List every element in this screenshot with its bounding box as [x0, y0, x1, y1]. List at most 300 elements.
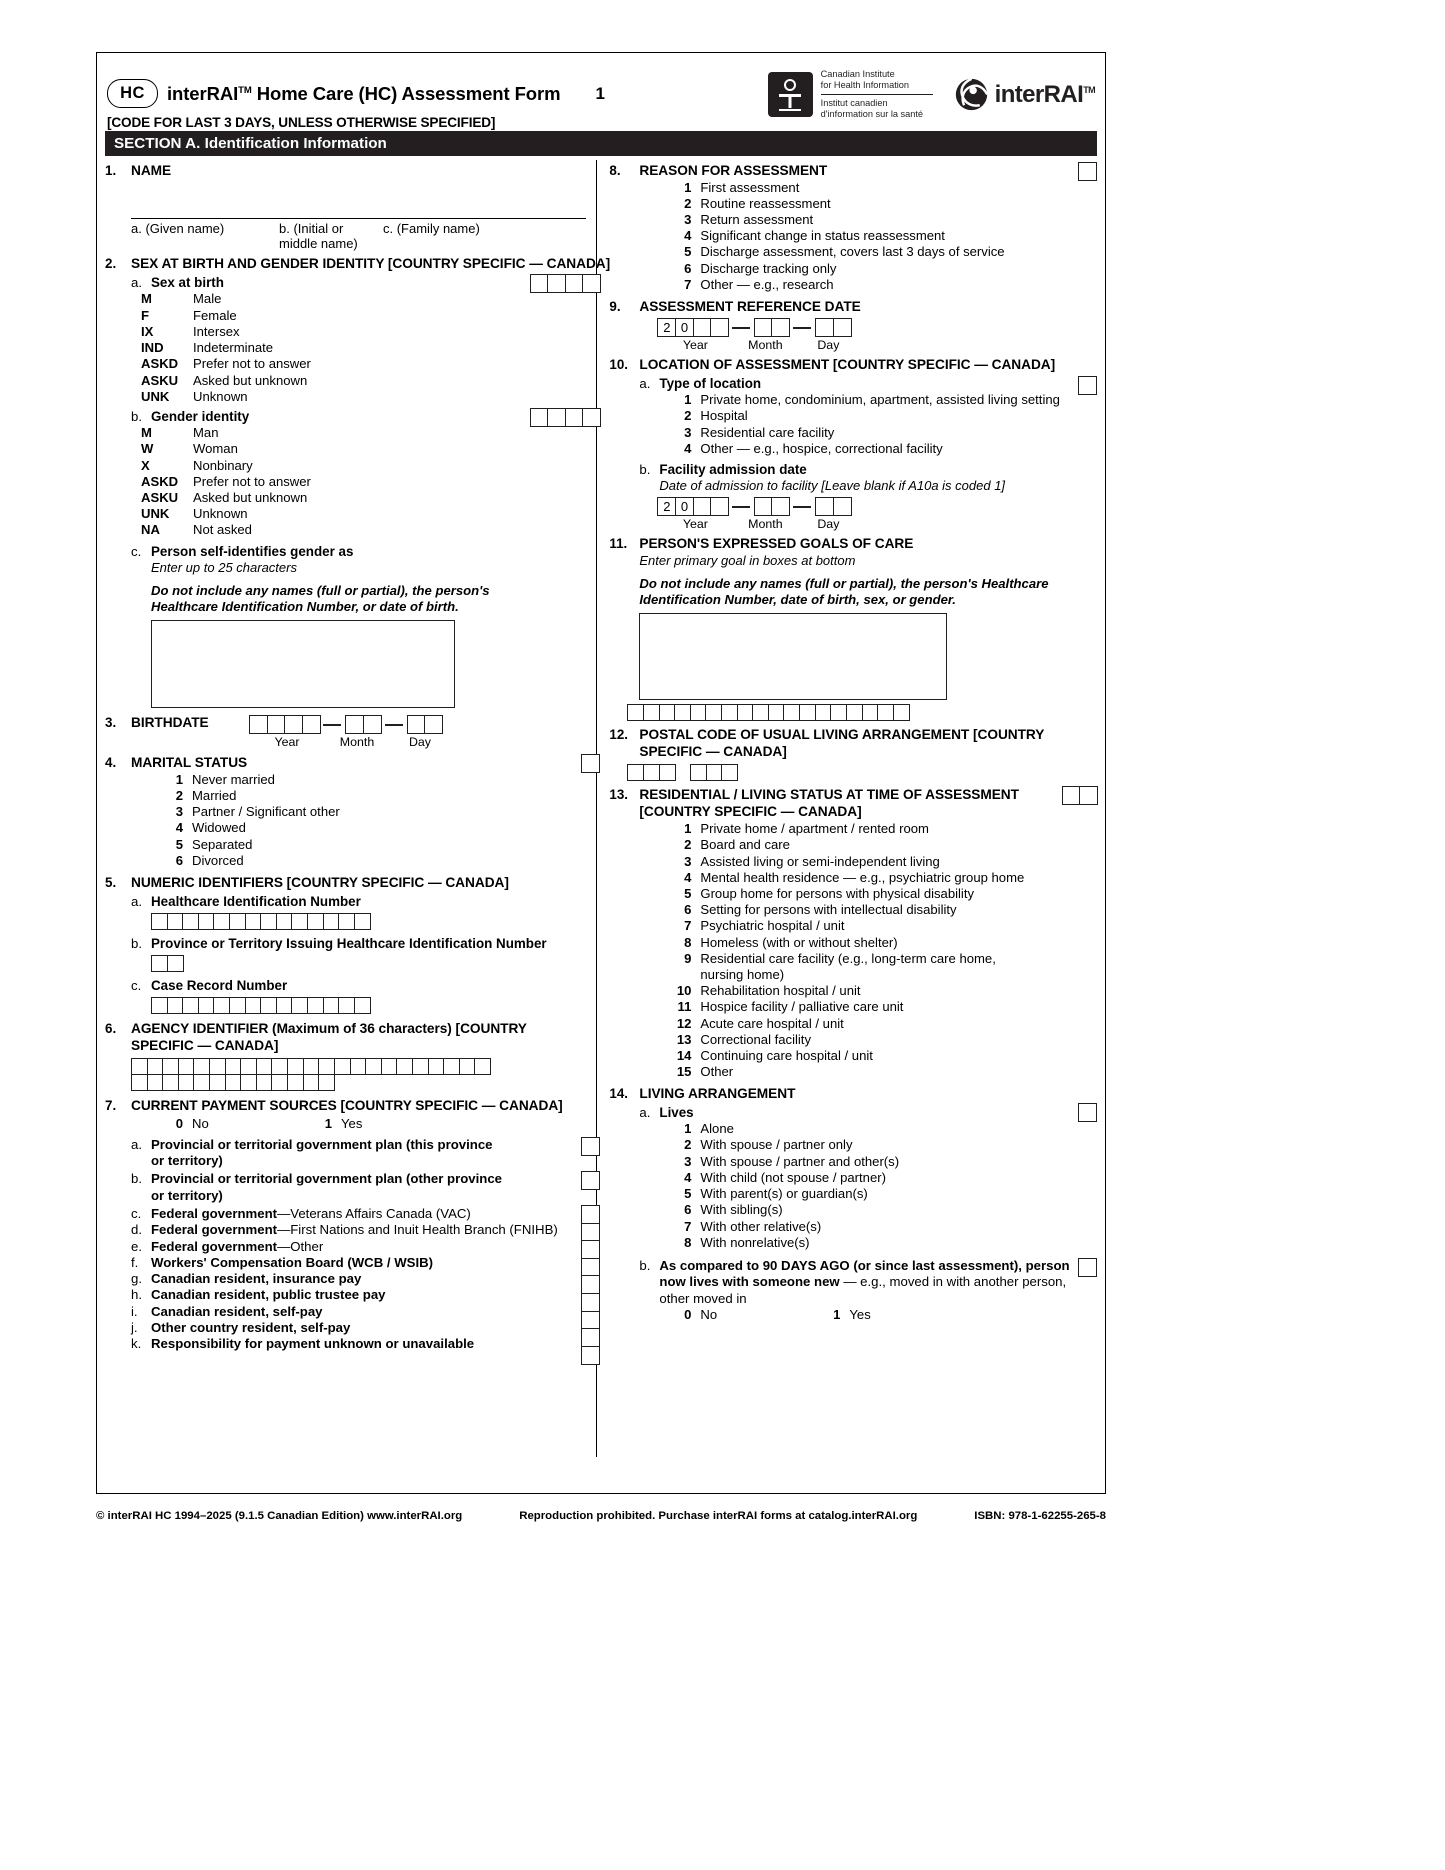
date-box[interactable] [407, 715, 426, 734]
option-code: 3 [684, 211, 692, 227]
char-box[interactable] [162, 1074, 179, 1091]
option-label: Residential care facility (e.g., long-term care home, [700, 950, 996, 966]
item-14b-bold-line1: As compared to 90 DAYS AGO (or since last assessment), person [659, 1257, 1070, 1273]
item-14-title: LIVING ARRANGEMENT [639, 1086, 796, 1102]
date-box[interactable] [710, 318, 729, 337]
char-box[interactable] [365, 1058, 382, 1075]
payment-row [131, 1336, 586, 1352]
option-code: 2 [684, 195, 692, 211]
row-letter: k. [131, 1336, 142, 1352]
char-box[interactable] [287, 1058, 304, 1075]
item-2a-code-boxes[interactable] [530, 274, 600, 293]
birthdate-day-boxes[interactable] [407, 715, 442, 734]
footer-copyright: © interRAI HC 1994–2025 (9.1.5 Canadian Edition) www.interRAI.org [96, 1510, 463, 1522]
char-box[interactable] [151, 997, 168, 1014]
option-code: 6 [684, 1202, 692, 1218]
char-box[interactable] [229, 913, 246, 930]
char-box[interactable] [167, 997, 184, 1014]
char-box[interactable] [877, 704, 894, 721]
char-box[interactable] [752, 704, 769, 721]
char-box[interactable] [318, 1074, 335, 1091]
option-label: Other — e.g., hospice, correctional facility [700, 440, 943, 456]
date-box[interactable] [815, 318, 834, 337]
option-label: Continuing care hospital / unit [700, 1048, 873, 1064]
option-code: 5 [684, 886, 692, 902]
postal-code-boxes[interactable] [627, 764, 1097, 781]
date-label-month: Month [748, 338, 783, 353]
key-code-yes: 1 [833, 1306, 841, 1322]
agency-id-row1[interactable] [131, 1058, 586, 1075]
postal-group-2[interactable] [690, 764, 737, 781]
name-label-family: c. (Family name) [383, 220, 480, 236]
option-label: With spouse / partner and other(s) [700, 1153, 900, 1169]
code-box[interactable] [565, 274, 584, 293]
char-box[interactable] [162, 1058, 179, 1075]
item-5a-title: Healthcare Identification Number [151, 893, 361, 909]
option-code: 4 [684, 228, 692, 244]
char-box[interactable] [459, 1058, 476, 1075]
option-code: ASKD [141, 356, 179, 372]
char-box[interactable] [721, 764, 738, 781]
row-label-plain: —First Nations and Inuit Health Branch (FNIHB) [277, 1222, 558, 1238]
char-box[interactable] [225, 1074, 242, 1091]
option-code: 2 [684, 408, 692, 424]
date-box[interactable] [693, 497, 712, 516]
payment-row [131, 1320, 586, 1336]
char-box[interactable] [260, 997, 277, 1014]
self-identified-gender-textbox[interactable] [151, 620, 455, 708]
char-box[interactable] [674, 704, 691, 721]
item-11-title: PERSON'S EXPRESSED GOALS OF CARE [639, 536, 914, 552]
item-10-title: LOCATION OF ASSESSMENT [COUNTRY SPECIFIC — CANADA] [639, 357, 1056, 373]
option-code: W [141, 441, 154, 457]
option-code: 6 [175, 852, 183, 868]
item-4-title: MARITAL STATUS [131, 755, 248, 771]
char-box[interactable] [193, 1074, 210, 1091]
option-label: First assessment [700, 179, 800, 195]
option-code: 3 [684, 853, 692, 869]
row-label-bold: Canadian resident, insurance pay [151, 1271, 362, 1287]
option-label: Widowed [192, 820, 246, 836]
option-code: 4 [684, 440, 692, 456]
option-label: Prefer not to answer [193, 356, 311, 372]
option-code: 14 [676, 1048, 692, 1064]
char-box[interactable] [291, 997, 308, 1014]
row-label-bold: Canadian resident, public trustee pay [151, 1287, 386, 1303]
item-5b-title: Province or Territory Issuing Healthcare Identification Number [151, 935, 547, 951]
option-code: 1 [684, 392, 692, 408]
code-box[interactable] [565, 408, 584, 427]
date-box[interactable] [710, 497, 729, 516]
char-box[interactable] [260, 913, 277, 930]
item-5-numeric-identifiers [105, 875, 586, 1014]
date-box[interactable] [424, 715, 443, 734]
name-input-line[interactable] [131, 180, 586, 219]
code-box[interactable] [530, 274, 549, 293]
date-box[interactable] [284, 715, 303, 734]
char-box[interactable] [271, 1074, 288, 1091]
date-box[interactable] [363, 715, 382, 734]
char-box[interactable] [627, 764, 644, 781]
option-code: 6 [684, 260, 692, 276]
item-11-warning-line1: Do not include any names (full or partial), the person's Healthcare [639, 575, 1049, 591]
char-box[interactable] [131, 1074, 148, 1091]
payment-rows-c-k [131, 1206, 586, 1353]
date-separator-icon [323, 724, 341, 726]
char-box[interactable] [338, 913, 355, 930]
item-2c-row [131, 544, 586, 709]
char-box[interactable] [276, 913, 293, 930]
option-code: 5 [684, 1186, 692, 1202]
item-2-sex-gender [105, 255, 611, 709]
char-box[interactable] [303, 1074, 320, 1091]
char-box[interactable] [354, 913, 371, 930]
char-box[interactable] [323, 997, 340, 1014]
payment-row [131, 1206, 586, 1222]
key-label-no: No [192, 1115, 209, 1131]
option-label: Woman [193, 441, 238, 457]
char-box[interactable] [396, 1058, 413, 1075]
char-box[interactable] [307, 997, 324, 1014]
birthdate-year-boxes[interactable] [249, 715, 319, 734]
option-code: 2 [175, 788, 183, 804]
char-box[interactable] [245, 997, 262, 1014]
payment-row [131, 1287, 586, 1303]
date-box[interactable] [754, 497, 773, 516]
char-box[interactable] [338, 997, 355, 1014]
item-14b-letter: b. [639, 1257, 651, 1273]
char-box[interactable] [178, 1058, 195, 1075]
section-header-bar [105, 131, 1097, 156]
char-box[interactable] [167, 913, 184, 930]
char-box[interactable] [643, 704, 660, 721]
char-box[interactable] [428, 1058, 445, 1075]
date-box[interactable] [345, 715, 364, 734]
hc-badge: HC [107, 79, 158, 108]
row-letter: b. [131, 1171, 142, 1187]
option-label: Hospital [700, 408, 748, 424]
date-label-year: Year [274, 735, 300, 750]
code-box[interactable] [1062, 786, 1081, 805]
option-label: Divorced [192, 852, 244, 868]
date-separator-icon [793, 327, 811, 329]
option-label: Private home, condominium, apartment, assisted living setting [700, 392, 1060, 408]
char-box[interactable] [198, 997, 215, 1014]
option-label: With nonrelative(s) [700, 1234, 810, 1250]
char-box[interactable] [643, 764, 660, 781]
facility-admission-boxes[interactable] [657, 497, 1097, 516]
char-box[interactable] [381, 1058, 398, 1075]
interrai-logo [955, 78, 1095, 111]
char-box[interactable] [209, 1058, 226, 1075]
char-box[interactable] [167, 955, 184, 972]
char-box[interactable] [256, 1074, 273, 1091]
option-code: 1 [684, 821, 692, 837]
option-label: Man [193, 425, 219, 441]
char-box[interactable] [318, 1058, 335, 1075]
date-box[interactable] [771, 497, 790, 516]
item-6-title: AGENCY IDENTIFIER (Maximum of 36 characters) [COUNTRY SPECIFIC — CANADA] [131, 1021, 527, 1053]
item-5c-letter: c. [131, 978, 142, 994]
option-label: Asked but unknown [193, 372, 308, 388]
char-box[interactable] [659, 704, 676, 721]
char-box[interactable] [783, 704, 800, 721]
birthdate-fields [249, 715, 451, 749]
item-7-rows [131, 1137, 586, 1353]
char-box[interactable] [659, 764, 676, 781]
option-label: Correctional facility [700, 1031, 811, 1047]
char-box[interactable] [862, 704, 879, 721]
code-box[interactable] [1079, 786, 1098, 805]
footer-isbn: ISBN: 978-1-62255-265-8 [974, 1510, 1106, 1522]
option-label: Discharge assessment, covers last 3 days of service [700, 244, 1005, 260]
char-box[interactable] [350, 1058, 367, 1075]
char-box[interactable] [323, 913, 340, 930]
char-box[interactable] [151, 955, 168, 972]
char-box[interactable] [193, 1058, 210, 1075]
date-box[interactable] [771, 318, 790, 337]
char-box[interactable] [846, 704, 863, 721]
date-box[interactable] [754, 318, 773, 337]
province-code-boxes[interactable] [151, 955, 586, 972]
item-13-code-boxes[interactable] [1062, 786, 1097, 805]
char-box[interactable] [307, 913, 324, 930]
row-label-bold: Other country resident, self-pay [151, 1320, 351, 1336]
char-box[interactable] [334, 1058, 351, 1075]
option-code: M [141, 425, 152, 441]
item-13-title-line2: [COUNTRY SPECIFIC — CANADA] [639, 803, 862, 819]
option-label: Setting for persons with intellectual disability [700, 902, 957, 918]
item-8-title: REASON FOR ASSESSMENT [639, 163, 828, 178]
option-code: 7 [684, 276, 692, 292]
char-box[interactable] [240, 1074, 257, 1091]
char-box[interactable] [303, 1058, 320, 1075]
item-2b-code-boxes[interactable] [530, 408, 600, 427]
char-box[interactable] [209, 1074, 226, 1091]
char-box[interactable] [690, 704, 707, 721]
item-14-number: 14. [609, 1086, 629, 1102]
item-10b-letter: b. [639, 462, 651, 478]
code-box[interactable] [547, 408, 566, 427]
item-1-number: 1. [105, 163, 117, 178]
key-code-no: 0 [684, 1306, 692, 1322]
option-code: ASKD [141, 473, 179, 489]
item-12-title-line2: SPECIFIC — CANADA] [639, 743, 787, 759]
date-box[interactable] [249, 715, 268, 734]
row-letter: i. [131, 1303, 138, 1319]
char-box[interactable] [147, 1058, 164, 1075]
item-8-code-box[interactable] [1078, 162, 1097, 181]
date-box[interactable] [833, 497, 852, 516]
page-number: 1 [595, 83, 605, 103]
row-label-plain: —Other [277, 1238, 324, 1254]
char-box[interactable] [768, 704, 785, 721]
option-code: 3 [175, 804, 183, 820]
item-6-number: 6. [105, 1021, 117, 1037]
page-title [167, 83, 560, 105]
item-2a-row [131, 275, 586, 291]
date-separator-icon [732, 327, 750, 329]
option-label: Assisted living or semi-independent living [700, 853, 940, 869]
item-10a-letter: a. [639, 375, 651, 391]
char-box[interactable] [354, 997, 371, 1014]
goals-of-care-char-boxes[interactable] [627, 704, 1097, 721]
birthdate-month-boxes[interactable] [345, 715, 380, 734]
option-code: 1 [684, 179, 692, 195]
char-box[interactable] [182, 913, 199, 930]
form-sheet [96, 52, 1106, 1494]
char-box[interactable] [690, 764, 707, 781]
birthdate-boxes[interactable] [249, 715, 451, 734]
item-2a-letter: a. [131, 275, 142, 291]
option-label: Not asked [193, 522, 252, 538]
agency-id-row2[interactable] [131, 1074, 586, 1091]
fad-year-boxes[interactable] [657, 497, 727, 516]
char-box[interactable] [225, 1058, 242, 1075]
ard-year-boxes[interactable] [657, 318, 727, 337]
payment-row [131, 1137, 586, 1170]
code-instruction: [CODE FOR LAST 3 DAYS, UNLESS OTHERWISE SPECIFIED] [107, 115, 496, 130]
fad-month-boxes[interactable] [754, 497, 789, 516]
item-5-number: 5. [105, 875, 117, 891]
ard-month-boxes[interactable] [754, 318, 789, 337]
char-box[interactable] [213, 913, 230, 930]
code-box[interactable] [530, 408, 549, 427]
option-label: With parent(s) or guardian(s) [700, 1186, 868, 1202]
option-label: With other relative(s) [700, 1218, 822, 1234]
char-box[interactable] [276, 997, 293, 1014]
char-box[interactable] [245, 913, 262, 930]
char-box[interactable] [443, 1058, 460, 1075]
char-box[interactable] [182, 997, 199, 1014]
date-label-day: Day [408, 735, 432, 750]
row-label-bold: Workers' Compensation Board (WCB / WSIB) [151, 1254, 434, 1270]
option-label: With child (not spouse / partner) [700, 1169, 886, 1185]
option-code: M [141, 291, 152, 307]
option-code: 1 [684, 1121, 692, 1137]
item-8-number: 8. [609, 163, 621, 178]
item-2b-title: Gender identity [151, 408, 250, 424]
section-title: Identification Information [204, 135, 387, 152]
char-box[interactable] [287, 1074, 304, 1091]
char-box[interactable] [131, 1058, 148, 1075]
option-code: 3 [684, 424, 692, 440]
option-label: Male [193, 291, 222, 307]
date-label-month: Month [748, 517, 783, 532]
item-10a-code-box[interactable] [1078, 376, 1097, 395]
char-box[interactable] [799, 704, 816, 721]
code-box[interactable] [547, 274, 566, 293]
option-code: IX [141, 323, 154, 339]
row-label-bold: Responsibility for payment unknown or unavailable [151, 1336, 475, 1352]
ard-day-boxes[interactable] [815, 318, 850, 337]
cihi-person-icon [768, 72, 813, 117]
option-code: 1 [175, 771, 183, 787]
left-column [105, 160, 611, 1457]
payment-row [131, 1271, 586, 1287]
char-box[interactable] [627, 704, 644, 721]
item-5-title: NUMERIC IDENTIFIERS [COUNTRY SPECIFIC — CANADA] [131, 875, 509, 891]
fad-labels [657, 517, 1097, 531]
option-code: IND [141, 340, 164, 356]
date-box[interactable] [267, 715, 286, 734]
item-11-warning-line2: Identification Number, date of birth, sex, or gender. [639, 592, 956, 608]
item-14a-letter: a. [639, 1104, 651, 1120]
option-label: Discharge tracking only [700, 260, 837, 276]
form-footer [96, 1510, 1106, 1522]
item-13-title-line1: RESIDENTIAL / LIVING STATUS AT TIME OF ASSESSMENT [639, 787, 1019, 803]
char-box[interactable] [271, 1058, 288, 1075]
item-3-number: 3. [105, 715, 117, 731]
option-code: 3 [684, 1153, 692, 1169]
row-label-line1: Provincial or territorial government plan (this province [151, 1136, 493, 1152]
cihi-en-line1: Canadian Institute [820, 69, 895, 79]
char-box[interactable] [705, 704, 722, 721]
char-box[interactable] [291, 913, 308, 930]
row-letter: j. [131, 1320, 138, 1336]
item-14b-code-box[interactable] [1078, 1258, 1097, 1277]
date-box[interactable] [815, 497, 834, 516]
date-separator-icon [732, 506, 750, 508]
postal-group-1[interactable] [627, 764, 674, 781]
char-box[interactable] [213, 997, 230, 1014]
char-box[interactable] [412, 1058, 429, 1075]
char-box[interactable] [706, 764, 723, 781]
option-code: 12 [676, 1015, 692, 1031]
goals-of-care-textbox[interactable] [639, 613, 947, 700]
option-label: Other — e.g., research [700, 276, 834, 292]
option-code: 13 [676, 1031, 692, 1047]
item-2c-letter: c. [131, 543, 142, 559]
option-label: Residential care facility [700, 424, 835, 440]
date-separator-icon [793, 506, 811, 508]
char-box[interactable] [240, 1058, 257, 1075]
char-box[interactable] [229, 997, 246, 1014]
payment-row [131, 1255, 586, 1271]
option-label: Asked but unknown [193, 490, 308, 506]
row-letter: a. [131, 1136, 142, 1152]
item-5b-letter: b. [131, 935, 142, 951]
interrai-wordmark [995, 81, 1095, 109]
char-box[interactable] [721, 704, 738, 721]
char-box[interactable] [198, 913, 215, 930]
case-record-boxes[interactable] [151, 997, 586, 1014]
date-label-day: Day [817, 338, 840, 353]
char-box[interactable] [893, 704, 910, 721]
char-box[interactable] [178, 1074, 195, 1091]
row-label-bold: Federal government [151, 1238, 278, 1254]
option-code: 4 [684, 869, 692, 885]
healthcare-id-boxes[interactable] [151, 913, 586, 930]
interrai-word-text: interRAI [994, 80, 1084, 108]
item-2b-options [131, 425, 586, 538]
fad-day-boxes[interactable] [815, 497, 850, 516]
char-box[interactable] [830, 704, 847, 721]
item-14a-code-box[interactable] [1078, 1103, 1097, 1122]
char-box[interactable] [737, 704, 754, 721]
ard-boxes[interactable] [657, 318, 1097, 337]
date-box[interactable] [833, 318, 852, 337]
char-box[interactable] [147, 1074, 164, 1091]
date-box[interactable] [693, 318, 712, 337]
char-box[interactable] [256, 1058, 273, 1075]
char-box[interactable] [474, 1058, 491, 1075]
char-box[interactable] [151, 913, 168, 930]
row-label-line2: or territory) [151, 1187, 223, 1203]
date-box[interactable] [302, 715, 321, 734]
date-separator-icon [385, 724, 403, 726]
char-box[interactable] [815, 704, 832, 721]
